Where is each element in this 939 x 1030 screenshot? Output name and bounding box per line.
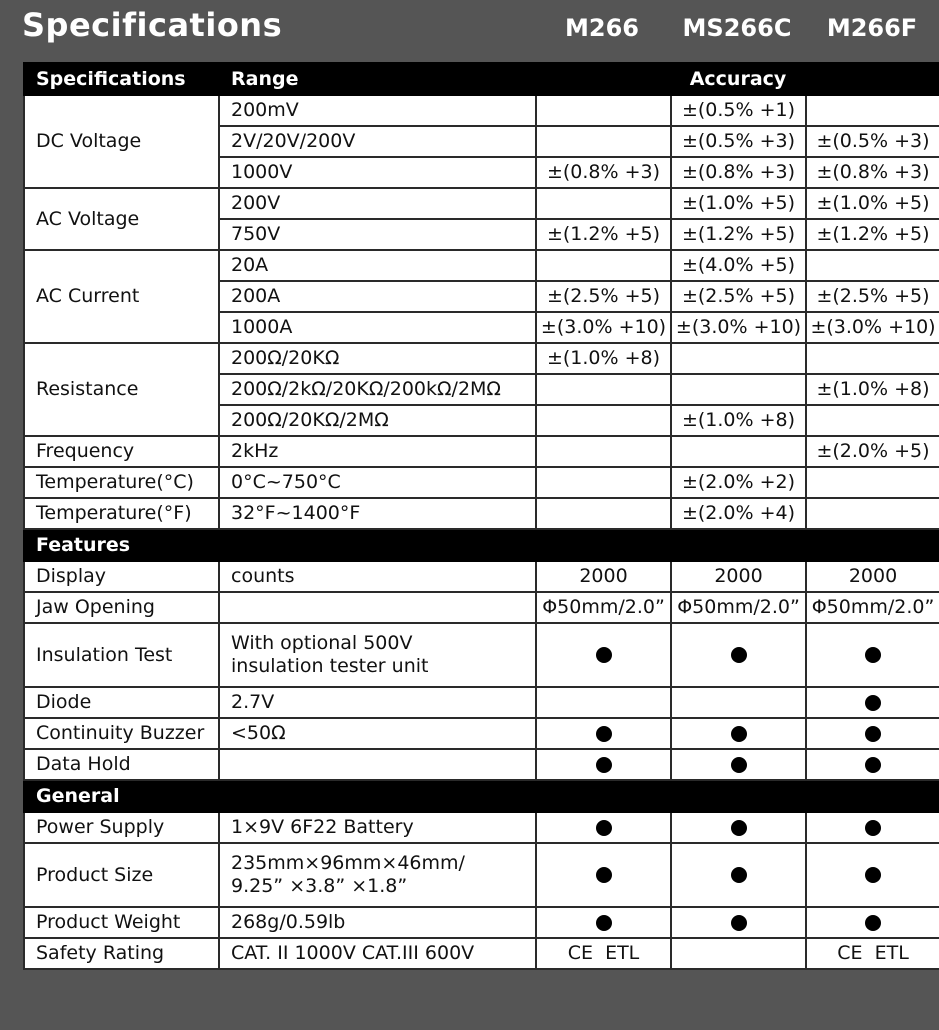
- range-line: 9.25” ×3.8” ×1.8”: [231, 875, 408, 897]
- range-cell: CAT. II 1000V CAT.III 600V: [219, 938, 536, 969]
- filled-circle-icon: [596, 647, 612, 663]
- m266f-cell: [806, 343, 939, 374]
- ms266c-cell: ±(3.0% +10): [671, 312, 806, 343]
- m266f-cell: [806, 250, 939, 281]
- ms266c-cell: ±(2.0% +4): [671, 498, 806, 529]
- features-header-row: [24, 529, 939, 561]
- filled-circle-icon: [865, 726, 881, 742]
- table-row: [24, 498, 939, 529]
- m266-cell: [536, 718, 671, 749]
- row-label: Display: [24, 561, 219, 592]
- table-row: [24, 592, 939, 623]
- general-header-row: [24, 780, 939, 812]
- m266f-cell: [806, 405, 939, 436]
- ms266c-cell: [671, 907, 806, 938]
- m266-cell: [536, 749, 671, 780]
- range-line: insulation tester unit: [231, 655, 429, 677]
- m266-cell: Φ50mm/2.0”: [536, 592, 671, 623]
- m266-cell: ±(1.0% +8): [536, 343, 671, 374]
- page-title: Specifications: [22, 6, 283, 44]
- filled-circle-icon: [596, 757, 612, 773]
- ms266c-cell: ±(1.0% +8): [671, 405, 806, 436]
- filled-circle-icon: [596, 820, 612, 836]
- range-cell: counts: [219, 561, 536, 592]
- m266f-cell: [806, 623, 939, 687]
- range-line: 235mm×96mm×46mm/: [231, 852, 465, 875]
- table-row: [24, 623, 939, 687]
- ms266c-cell: [671, 843, 806, 907]
- header-accuracy: Accuracy: [536, 63, 939, 95]
- row-label: Data Hold: [24, 749, 219, 780]
- row-label: Resistance: [24, 343, 219, 436]
- filled-circle-icon: [865, 867, 881, 883]
- filled-circle-icon: [865, 820, 881, 836]
- range-cell: 2.7V: [219, 687, 536, 718]
- m266f-cell: [806, 749, 939, 780]
- m266-cell: [536, 467, 671, 498]
- ms266c-cell: [671, 812, 806, 843]
- row-label: Diode: [24, 687, 219, 718]
- m266f-cell: [806, 812, 939, 843]
- spec-header-row: [24, 63, 939, 95]
- table-row: [24, 843, 939, 907]
- row-label: Frequency: [24, 436, 219, 467]
- row-label: AC Voltage: [24, 188, 219, 250]
- table-row: [24, 687, 939, 718]
- m266-cell: [536, 188, 671, 219]
- table-row: [24, 561, 939, 592]
- ms266c-cell: [671, 938, 806, 969]
- range-cell: <50Ω: [219, 718, 536, 749]
- table-row: [24, 343, 939, 374]
- m266-cell: ±(3.0% +10): [536, 312, 671, 343]
- range-cell: [219, 623, 536, 687]
- ms266c-cell: ±(2.5% +5): [671, 281, 806, 312]
- m266-cell: [536, 907, 671, 938]
- range-cell: [219, 843, 536, 907]
- range-cell: 200V: [219, 188, 536, 219]
- m266f-cell: ±(2.5% +5): [806, 281, 939, 312]
- m266f-cell: ±(0.5% +3): [806, 126, 939, 157]
- filled-circle-icon: [731, 647, 747, 663]
- table-row: [24, 938, 939, 969]
- ms266c-cell: [671, 436, 806, 467]
- ms266c-cell: [671, 749, 806, 780]
- m266f-cell: Φ50mm/2.0”: [806, 592, 939, 623]
- range-cell: 200Ω/20KΩ: [219, 343, 536, 374]
- m266f-cell: [806, 95, 939, 126]
- general-header: General: [24, 780, 939, 812]
- model-m266: M266: [565, 14, 639, 42]
- row-label: AC Current: [24, 250, 219, 343]
- ms266c-cell: ±(0.5% +1): [671, 95, 806, 126]
- filled-circle-icon: [865, 915, 881, 931]
- table-row: [24, 467, 939, 498]
- range-cell: 200mV: [219, 95, 536, 126]
- ms266c-cell: [671, 343, 806, 374]
- table-row: [24, 812, 939, 843]
- m266-cell: [536, 843, 671, 907]
- m266f-cell: ±(2.0% +5): [806, 436, 939, 467]
- header-range: Range: [219, 63, 536, 95]
- row-label: DC Voltage: [24, 95, 219, 188]
- table-row: [24, 907, 939, 938]
- filled-circle-icon: [731, 726, 747, 742]
- range-cell: 2kHz: [219, 436, 536, 467]
- m266f-cell: ±(1.2% +5): [806, 219, 939, 250]
- m266-cell: [536, 95, 671, 126]
- model-ms266c: MS266C: [682, 14, 792, 42]
- m266-cell: [536, 498, 671, 529]
- m266f-cell: ±(3.0% +10): [806, 312, 939, 343]
- row-label: Temperature(°F): [24, 498, 219, 529]
- ms266c-cell: ±(1.2% +5): [671, 219, 806, 250]
- table-row: [24, 95, 939, 126]
- row-label: Temperature(°C): [24, 467, 219, 498]
- table-row: [24, 749, 939, 780]
- m266-cell: ±(0.8% +3): [536, 157, 671, 188]
- filled-circle-icon: [596, 915, 612, 931]
- filled-circle-icon: [731, 757, 747, 773]
- range-cell: 32°F~1400°F: [219, 498, 536, 529]
- table-row: [24, 436, 939, 467]
- ms266c-cell: [671, 374, 806, 405]
- table-row: [24, 718, 939, 749]
- table-row: [24, 250, 939, 281]
- range-cell: 0°C~750°C: [219, 467, 536, 498]
- m266-cell: [536, 126, 671, 157]
- m266f-cell: [806, 907, 939, 938]
- ms266c-cell: [671, 718, 806, 749]
- m266-cell: 2000: [536, 561, 671, 592]
- m266f-cell: [806, 687, 939, 718]
- range-cell: 750V: [219, 219, 536, 250]
- spec-table: [23, 62, 939, 970]
- filled-circle-icon: [865, 647, 881, 663]
- range-cell: 200Ω/20KΩ/2MΩ: [219, 405, 536, 436]
- ms266c-cell: ±(1.0% +5): [671, 188, 806, 219]
- m266f-cell: [806, 467, 939, 498]
- m266f-cell: ±(0.8% +3): [806, 157, 939, 188]
- m266f-cell: CE ETL: [806, 938, 939, 969]
- range-cell: 200Ω/2kΩ/20KΩ/200kΩ/2MΩ: [219, 374, 536, 405]
- m266-cell: [536, 436, 671, 467]
- page-header: [0, 0, 939, 62]
- row-label: Product Weight: [24, 907, 219, 938]
- ms266c-cell: 2000: [671, 561, 806, 592]
- m266-cell: CE ETL: [536, 938, 671, 969]
- filled-circle-icon: [865, 695, 881, 711]
- m266-cell: [536, 812, 671, 843]
- filled-circle-icon: [596, 726, 612, 742]
- m266f-cell: [806, 843, 939, 907]
- row-label: Safety Rating: [24, 938, 219, 969]
- ms266c-cell: [671, 687, 806, 718]
- m266-cell: [536, 623, 671, 687]
- range-cell: 1000A: [219, 312, 536, 343]
- m266f-cell: ±(1.0% +8): [806, 374, 939, 405]
- row-label: Continuity Buzzer: [24, 718, 219, 749]
- row-label: Power Supply: [24, 812, 219, 843]
- range-cell: 268g/0.59lb: [219, 907, 536, 938]
- range-cell: [219, 592, 536, 623]
- row-label: Insulation Test: [24, 623, 219, 687]
- filled-circle-icon: [731, 820, 747, 836]
- row-label: Jaw Opening: [24, 592, 219, 623]
- features-header: Features: [24, 529, 939, 561]
- header-specifications: Specifications: [24, 63, 219, 95]
- range-cell: 1×9V 6F22 Battery: [219, 812, 536, 843]
- range-line: With optional 500V: [231, 632, 413, 655]
- m266-cell: [536, 250, 671, 281]
- m266f-cell: [806, 498, 939, 529]
- ms266c-cell: ±(0.5% +3): [671, 126, 806, 157]
- ms266c-cell: Φ50mm/2.0”: [671, 592, 806, 623]
- m266f-cell: 2000: [806, 561, 939, 592]
- ms266c-cell: ±(2.0% +2): [671, 467, 806, 498]
- range-cell: 200A: [219, 281, 536, 312]
- range-cell: 2V/20V/200V: [219, 126, 536, 157]
- m266-cell: ±(1.2% +5): [536, 219, 671, 250]
- m266f-cell: [806, 718, 939, 749]
- m266f-cell: ±(1.0% +5): [806, 188, 939, 219]
- ms266c-cell: [671, 623, 806, 687]
- range-cell: 1000V: [219, 157, 536, 188]
- m266-cell: [536, 374, 671, 405]
- m266-cell: [536, 687, 671, 718]
- ms266c-cell: ±(4.0% +5): [671, 250, 806, 281]
- m266-cell: ±(2.5% +5): [536, 281, 671, 312]
- ms266c-cell: ±(0.8% +3): [671, 157, 806, 188]
- range-cell: 20A: [219, 250, 536, 281]
- table-row: [24, 188, 939, 219]
- filled-circle-icon: [596, 867, 612, 883]
- filled-circle-icon: [865, 757, 881, 773]
- range-cell: [219, 749, 536, 780]
- model-m266f: M266F: [826, 14, 918, 42]
- filled-circle-icon: [731, 867, 747, 883]
- row-label: Product Size: [24, 843, 219, 907]
- filled-circle-icon: [731, 915, 747, 931]
- m266-cell: [536, 405, 671, 436]
